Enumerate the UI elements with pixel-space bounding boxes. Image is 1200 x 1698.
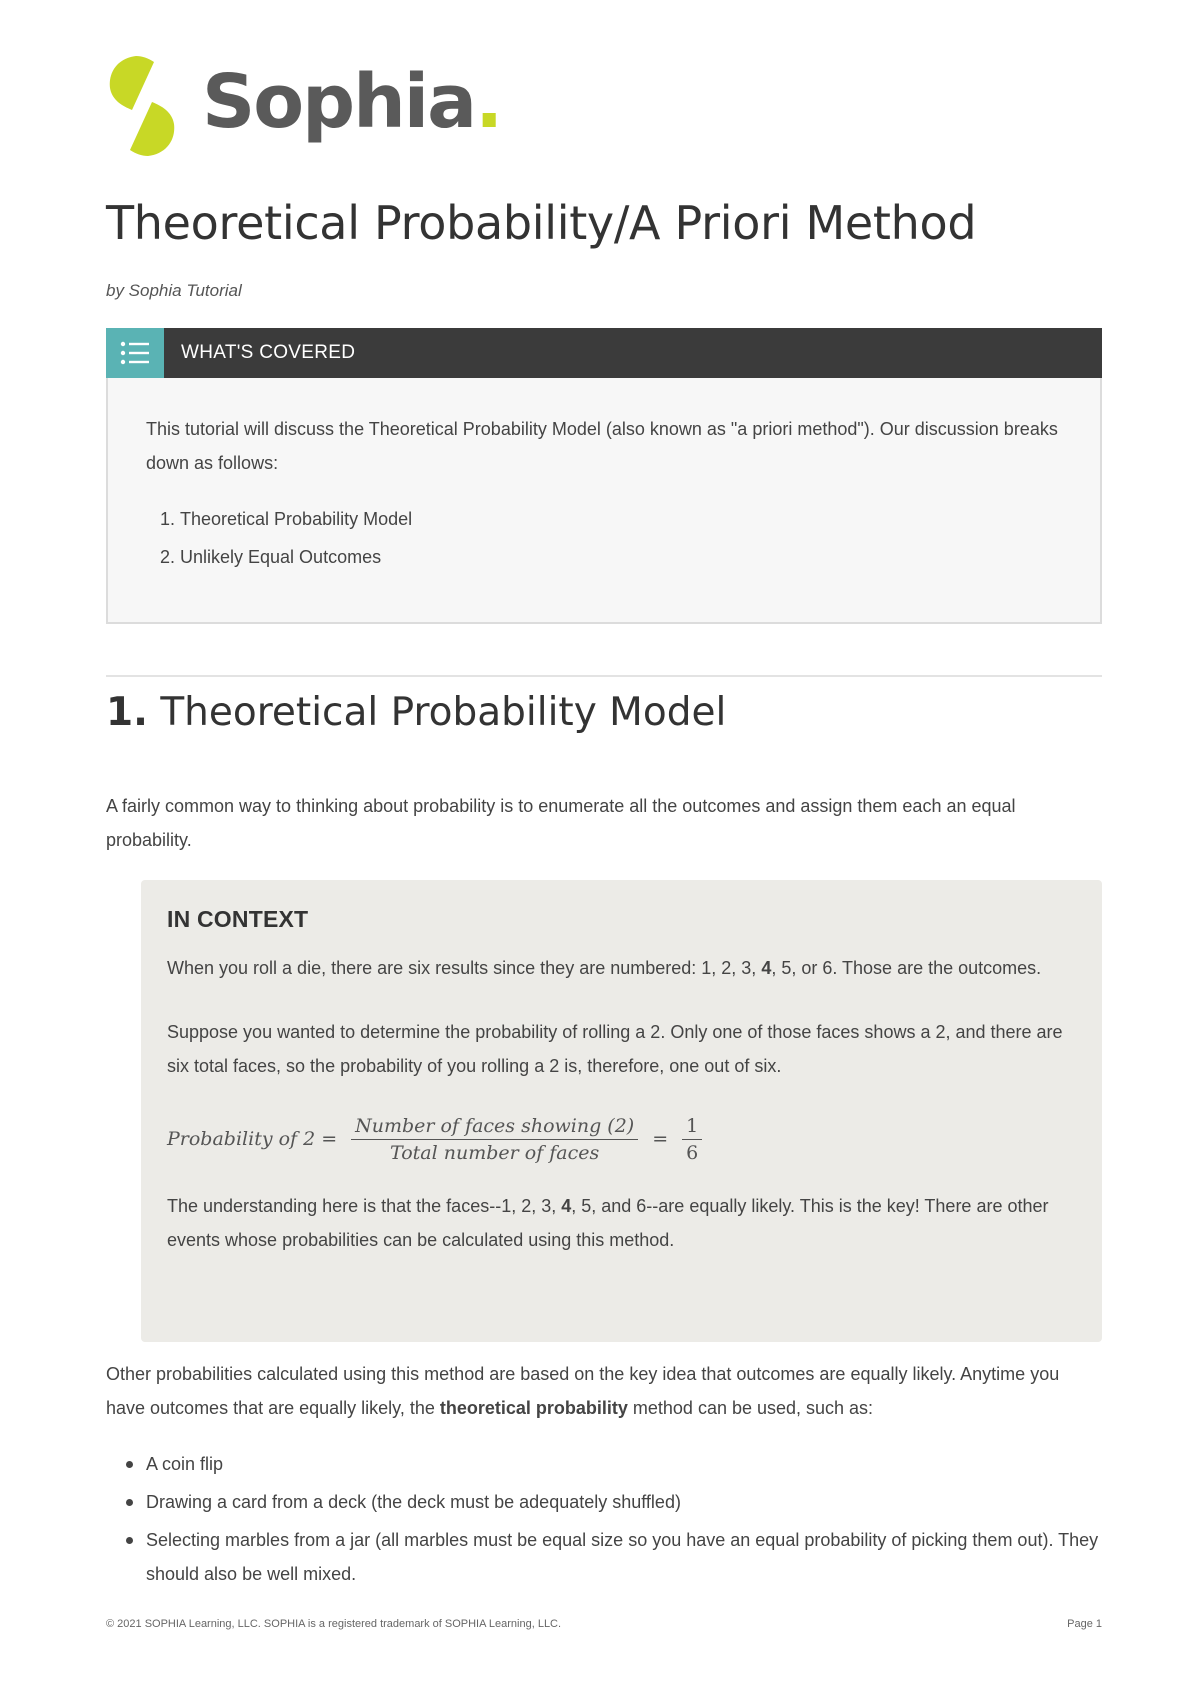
whats-covered-heading: WHAT'S COVERED [181,342,356,363]
whats-covered-header [106,328,1102,378]
probability-formula: Probability of 2 = $\frac{\text{Number of faces showing (2)}}{\text{Total number of faces}}$ = $\frac{1}{6}$ [167,1089,1076,1189]
in-context-paragraph: Suppose you wanted to determine the probability of rolling a 2. Only one of those faces shows a 2, and there are six total faces, so the probability of you rolling a 2 is, therefore, one out of six. [167,1022,1063,1076]
in-context-paragraph: When you roll a die, there are six results since they are numbered: 1, 2, 3, 4, 5, or 6. Those are the outcomes. [167,958,1042,978]
formula-result-denominator: 6 [686,1141,699,1164]
list-item: Selecting marbles from a jar (all marbles must be equal size so you have an equal probability of picking them out). They should also be well mixed. [146,1523,1142,1591]
page-number: Page 1 [1067,1618,1102,1630]
formula-lhs: Probability of 2 [167,1128,316,1150]
body-paragraph: Other probabilities calculated using this method are based on the key idea that outcomes are equally likely. Anytime you have outcomes that are equally likely, the theoretical probability method can be used, such as: [106,1364,1060,1418]
section-intro-paragraph: A fairly common way to thinking about probability is to enumerate all the outcomes and assign them each an equal probability. [106,796,1016,850]
list-item: A coin flip [146,1447,1142,1481]
whats-covered-item: 1. Theoretical Probability Model [180,500,1062,538]
formula-result [682,1115,702,1164]
page-title: Theoretical Probability/A Priori Method [106,196,977,250]
byline: by Sophia Tutorial [106,281,242,300]
in-context-box [141,880,1102,1342]
formula-fraction [351,1115,638,1164]
page-footer [106,1618,1102,1630]
formula-numerator: Number of faces showing (2) [351,1115,638,1140]
sophia-wordmark: Sophia. [202,59,502,145]
whats-covered-item: 2. Unlikely Equal Outcomes [180,538,1062,576]
examples-list [106,1447,1142,1595]
sophia-logo-mark [106,54,178,158]
in-context-heading: IN CONTEXT [167,906,309,932]
whats-covered-body [106,378,1102,624]
in-context-paragraph: The understanding here is that the faces--1, 2, 3, 4, 5, and 6--are equally likely. This is the key! There are other events whose probabilities can be calculated using this method. [167,1196,1049,1250]
formula-result-numerator: 1 [682,1115,702,1140]
whats-covered-list [146,500,1062,576]
sophia-logo [106,54,501,158]
list-item: Drawing a card from a deck (the deck must be adequately shuffled) [146,1485,1142,1519]
copyright-text: © 2021 SOPHIA Learning, LLC. SOPHIA is a registered trademark of SOPHIA Learning, LLC. [106,1618,562,1630]
section-divider [106,675,1102,677]
whats-covered-intro: This tutorial will discuss the Theoretical Probability Model (also known as "a priori method"). Our discussion breaks down as follows: [146,419,1058,473]
list-icon [106,328,164,378]
whats-covered-box [106,328,1102,624]
section-heading: 1. Theoretical Probability Model [106,690,727,735]
formula-denominator: Total number of faces [390,1141,600,1164]
